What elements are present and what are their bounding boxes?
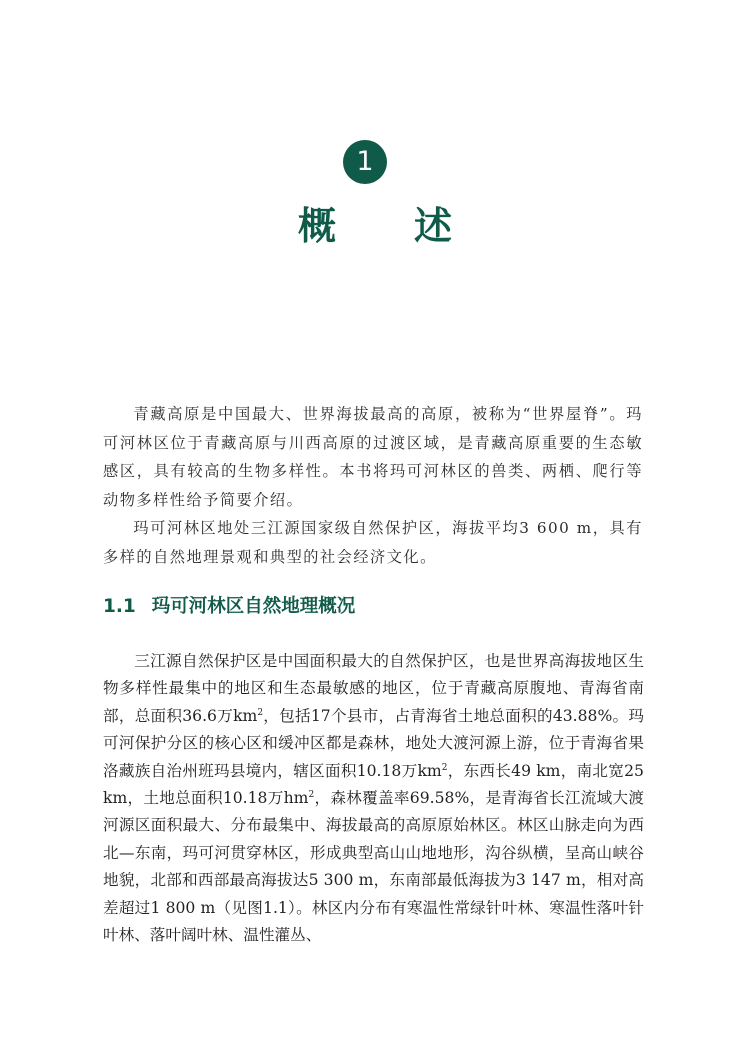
body-text-3: ，东西长49 km，南北宽25 km，土地总面积10.18万hm (103, 761, 644, 808)
body-paragraph (103, 648, 644, 949)
section-title: 玛可河林区自然地理概况 (151, 596, 356, 617)
superscript-2: 2 (441, 762, 448, 773)
body-text-2: ，包括17个县市，占青海省土地总面积的43.88%。玛可河保护分区的核心区和缓冲区都是森林，地处大渡河源上游，位于青海省果洛藏族自治州班玛县境内，辖区面积10.18万km (103, 706, 644, 780)
body-text-4: ，森林覆盖率69.58%，是青海省长江流域大渡河源区面积最大、分布最集中、海拔最高的高原原始林区。林区山脉走向为西北—东南，玛可河贯穿林区，形成典型高山山地地形，沟谷纵横，呈高山峡谷地貌，北部和西部最高海拔达5 300 m，东南部最低海拔为3 147 m，相对高差超过1 800 m（见图1.1）。林区内分布有寒温性常绿针叶林、寒温性落叶针叶林、落叶阔叶林、温性灌丛、 (103, 789, 644, 945)
chapter-title: 概述 (297, 204, 530, 248)
intro-paragraph-2: 玛可河林区地处三江源国家级自然保护区，海拔平均3 600 m，具有多样的自然地理景观和典型的社会经济文化。 (103, 519, 643, 566)
chapter-number-badge: 1 (343, 140, 387, 184)
superscript-2: 2 (257, 707, 264, 718)
section-number: 1.1 (103, 596, 136, 617)
section-heading (103, 593, 355, 621)
body-text-1: 三江源自然保护区是中国面积最大的自然保护区，也是世界高海拔地区生物多样性最集中的地区和生态最敏感的地区，位于青藏高原腹地、青海省南部，总面积36.6万km (103, 652, 644, 725)
intro-paragraph-1: 青藏高原是中国最大、世界海拔最高的高原，被称为“世界屋脊”。玛可河林区位于青藏高原与川西高原的过渡区域，是青藏高原重要的生态敏感区，具有较高的生物多样性。本书将玛可河林区的兽类、两栖、爬行等动物多样性给予简要介绍。 (103, 405, 643, 509)
superscript-2: 2 (308, 790, 315, 801)
